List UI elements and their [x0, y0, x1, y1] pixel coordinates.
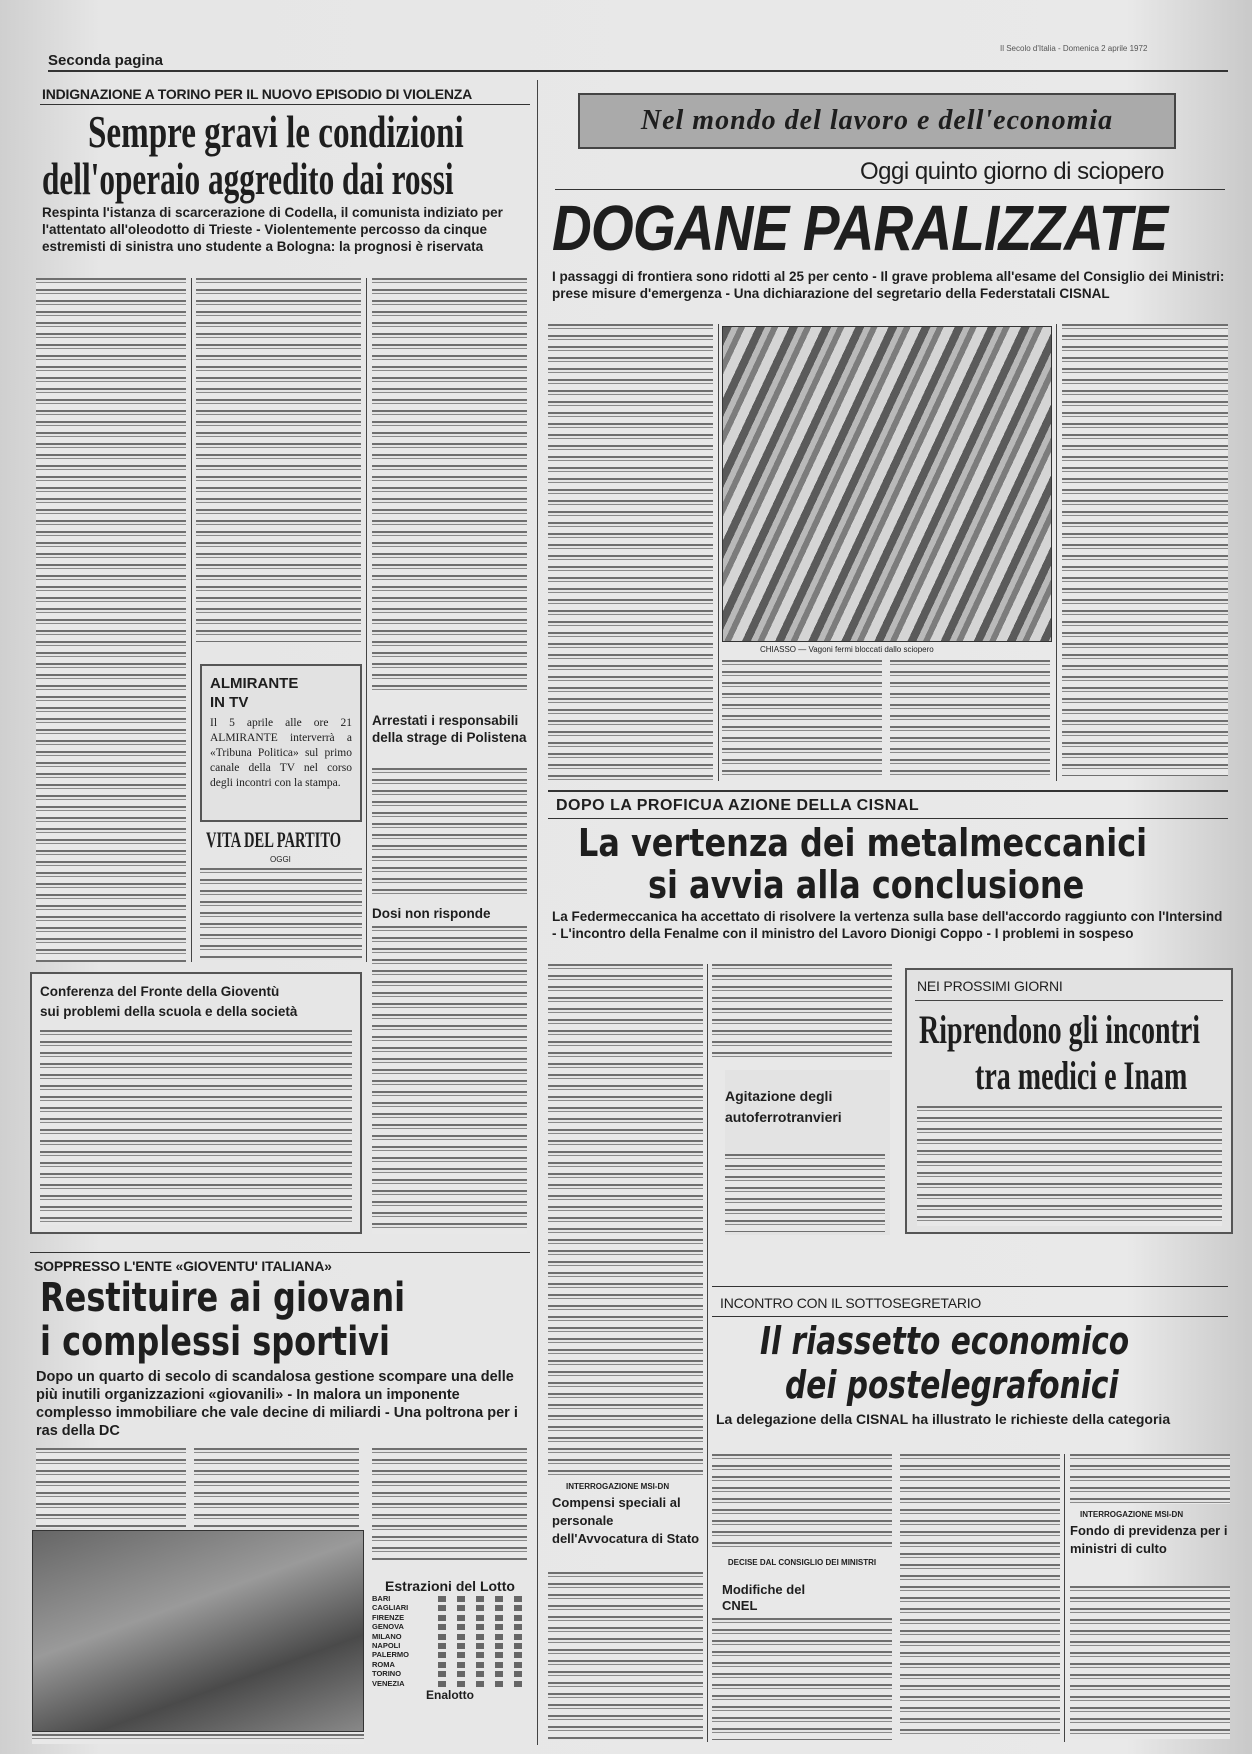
gioventu-headline-2: i complessi sportivi — [40, 1319, 390, 1365]
culto-headline: Fondo di previdenza per i ministri di culto — [1070, 1523, 1228, 1556]
almirante-body: Il 5 aprile alle ore 21 ALMIRANTE interverrà a «Tribuna Politica» sul primo canale della TV nel corso degli incontri con la stampa. — [210, 717, 352, 789]
conferenza-box — [30, 972, 362, 1234]
lotto-row — [372, 1632, 528, 1641]
enalotto-title: Enalotto — [426, 1688, 474, 1703]
lotto-box — [372, 1578, 528, 1702]
lotto-row — [372, 1594, 528, 1603]
inam-headline-2: tra medici e Inam — [975, 1053, 1188, 1098]
economia-banner — [578, 93, 1176, 149]
postelegrafonici-headline-1: Il riassetto economico — [760, 1319, 1130, 1363]
lotto-city: ROMA — [372, 1659, 395, 1669]
almirante-title-2: IN TV — [210, 694, 249, 711]
torino-headline-1: Sempre gravi le condizioni — [88, 106, 464, 157]
torino-subhead: Respinta l'istanza di scarcerazione di Codella, il comunista indiziato per l'attentato all'oleodotto di Trieste - Violentemente percosso da cinque estremisti di sinistra uno studente a Bologna: la prognosi è riservata — [42, 205, 503, 254]
agitazione-title: Agitazione degli autoferrotranvieri — [725, 1088, 842, 1125]
lotto-row — [372, 1660, 528, 1669]
inam-kicker: NEI PROSSIMI GIORNI — [917, 978, 1063, 994]
cnel-headline: Modifiche del CNEL — [722, 1582, 806, 1613]
torino-kicker: INDIGNAZIONE A TORINO PER IL NUOVO EPISODIO DI VIOLENZA — [42, 86, 473, 102]
lotto-city: VENEZIA — [372, 1678, 405, 1688]
date-line: Il Secolo d'Italia - Domenica 2 aprile 1972 — [1000, 44, 1148, 53]
railway-photo — [722, 326, 1052, 642]
lotto-row — [372, 1679, 528, 1688]
dosi-headline: Dosi non risponde — [372, 906, 491, 921]
lotto-city: GENOVA — [372, 1622, 404, 1632]
lotto-row — [372, 1641, 528, 1650]
inam-box — [905, 968, 1233, 1234]
lotto-city: NAPOLI — [372, 1641, 401, 1651]
lotto-row — [372, 1622, 528, 1631]
lotto-row — [372, 1650, 528, 1659]
lotto-row — [372, 1603, 528, 1612]
torino-headline-2: dell'operaio aggredito dai rossi — [42, 153, 454, 204]
economia-banner-text: Nel mondo del lavoro e dell'economia — [640, 105, 1114, 136]
avvocatura-headline: Compensi speciali al personale dell'Avvocatura di Stato — [552, 1495, 700, 1546]
metalmeccanici-subhead: La Federmeccanica ha accettato di risolvere la vertenza sulla base dell'accordo raggiunto con l'Intersind - L'incontro della Fenalme con il ministro del Lavoro Dionigi Coppo - I problemi in sospeso — [552, 909, 1223, 941]
metalmeccanici-kicker: DOPO LA PROFICUA AZIONE DELLA CISNAL — [556, 797, 920, 814]
sciopero-kicker: Oggi quinto giorno di sciopero — [860, 158, 1164, 185]
almirante-title-1: ALMIRANTE — [210, 675, 299, 692]
postelegrafonici-kicker: INCONTRO CON IL SOTTOSEGRETARIO — [720, 1295, 982, 1311]
vita-partito-title: VITA DEL PARTITO — [206, 827, 342, 852]
lotto-city: CAGLIARI — [372, 1603, 409, 1613]
section-label: Seconda pagina — [48, 52, 164, 69]
postelegrafonici-subhead: La delegazione della CISNAL ha illustrato le richieste della categoria — [716, 1411, 1171, 1427]
lotto-city: TORINO — [372, 1669, 402, 1679]
gioventu-headline-1: Restituire ai giovani — [40, 1275, 406, 1321]
gioventu-kicker: SOPPRESSO L'ENTE «GIOVENTU' ITALIANA» — [34, 1258, 332, 1274]
vita-partito-sub: OGGI — [270, 855, 291, 864]
lotto-city: PALERMO — [372, 1650, 409, 1660]
conferenza-title-2: sui problemi della scuola e della società — [40, 1004, 298, 1019]
dogane-subhead: I passaggi di frontiera sono ridotti al 25 per cento - Il grave problema all'esame del Consiglio dei Ministri: prese misure d'emergenza - Una dichiarazione del segretario della Federstatali CISNAL — [552, 269, 1225, 301]
lotto-row — [372, 1613, 528, 1622]
lotto-city: FIRENZE — [372, 1612, 405, 1622]
polistena-headline: Arrestati i responsabili della strage di Polistena — [372, 713, 527, 745]
inam-headline-1: Riprendono gli incontri — [919, 1007, 1201, 1052]
lotto-city: MILANO — [372, 1631, 402, 1641]
building-photo — [32, 1530, 364, 1732]
almirante-box — [200, 664, 362, 822]
lotto-row — [372, 1669, 528, 1678]
agitazione-box — [725, 1070, 890, 1235]
lotto-title: Estrazioni del Lotto — [385, 1578, 515, 1594]
lotto-city: BARI — [372, 1594, 391, 1603]
conferenza-title-1: Conferenza del Fronte della Gioventù — [40, 984, 280, 999]
metalmeccanici-headline-1: La vertenza dei metalmeccanici — [578, 821, 1148, 865]
dogane-headline: DOGANE PARALIZZATE — [552, 192, 1168, 264]
metalmeccanici-headline-2: si avvia alla conclusione — [648, 863, 1085, 907]
culto-kicker: INTERROGAZIONE MSI-DN — [1080, 1510, 1184, 1519]
photo-caption: CHIASSO — Vagoni fermi bloccati dallo sciopero — [760, 645, 934, 654]
postelegrafonici-headline-2: dei postelegrafonici — [785, 1363, 1119, 1407]
avvocatura-kicker: INTERROGAZIONE MSI-DN — [566, 1482, 670, 1491]
cnel-kicker: DECISE DAL CONSIGLIO DEI MINISTRI — [727, 1558, 877, 1567]
gioventu-subhead: Dopo un quarto di secolo di scandalosa gestione scompare una delle più inutili organizzazioni «giovanili» - In malora un imponente complesso immobiliare che vale decine di miliardi - Una poltrona per i ras della DC — [36, 1369, 518, 1439]
